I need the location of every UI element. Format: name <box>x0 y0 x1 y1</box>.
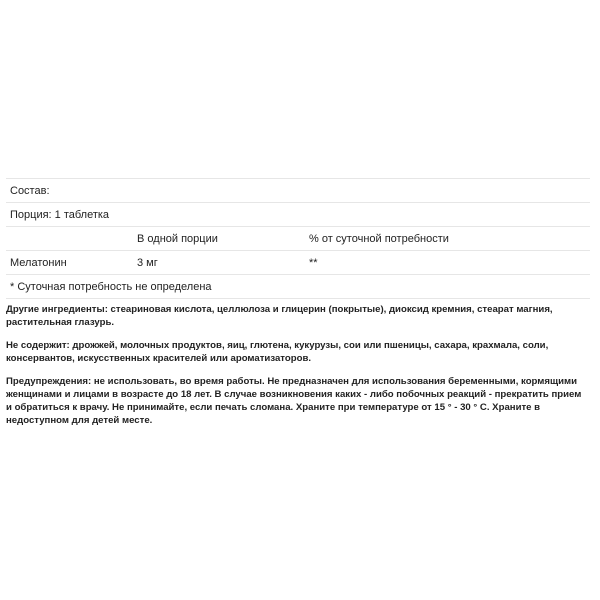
ingredient-daily-value: ** <box>309 256 318 269</box>
table-title-row <box>6 178 590 202</box>
table-row <box>6 250 590 274</box>
other-ingredients: Другие ингредиенты: стеариновая кислота, целлюлоза и глицерин (покрытые), диоксид кремния, стеарат магния, растительная глазурь. <box>6 304 553 328</box>
does-not-contain: Не содержит: дрожжей, молочных продуктов, яиц, глютена, кукурузы, сои или пшеницы, сахара, крахмала, соли, консервантов, искусственных красителей или ароматизаторов. <box>6 340 549 364</box>
ingredient-amount: 3 мг <box>137 256 158 269</box>
serving-row <box>6 202 590 226</box>
header-per-serving: В одной порции <box>137 232 218 245</box>
footnote: * Суточная потребность не определена <box>10 280 212 293</box>
table-title: Состав: <box>10 184 50 197</box>
serving-size: Порция: 1 таблетка <box>10 208 110 221</box>
warnings: Предупреждения: не использовать, во время работы. Не предназначен для использования беременными, кормящими женщинами и лицами в возрасте до 18 лет. В случае возникновения каких - либо побочных реакций - прекратить прием и обратиться к врачу. Не принимайте, если печать сломана. Храните при температуре от 15 ° - 30 ° С. Храните в недоступном для детей месте. <box>6 376 582 426</box>
table-header-row <box>6 226 590 250</box>
footnote-row <box>6 274 590 299</box>
product-notes <box>6 303 586 437</box>
supplement-facts-table <box>6 178 590 299</box>
header-daily-value: % от суточной потребности <box>309 232 449 245</box>
ingredient-name: Мелатонин <box>10 256 67 269</box>
